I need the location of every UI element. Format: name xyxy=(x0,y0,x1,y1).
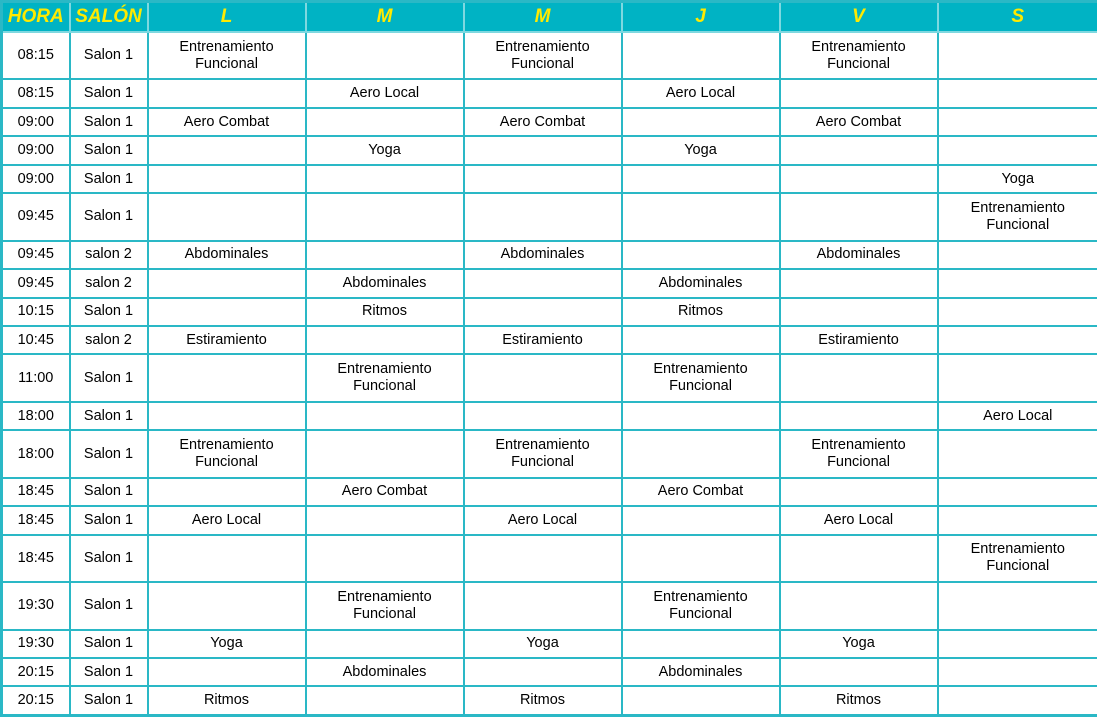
class-cell-l xyxy=(148,32,306,79)
class-cell-l xyxy=(148,298,306,326)
room-cell: Salon 1 xyxy=(70,193,148,240)
table-row xyxy=(2,430,1097,477)
class-cell-m1 xyxy=(306,630,464,658)
table-row xyxy=(2,193,1097,240)
class-cell-s xyxy=(938,193,1097,240)
room-cell: Salon 1 xyxy=(70,630,148,658)
class-name: Entrenamiento Funcional xyxy=(653,361,748,395)
class-cell-l xyxy=(148,165,306,193)
class-cell-v xyxy=(780,108,938,136)
time-cell: 18:45 xyxy=(2,535,70,582)
class-cell-j xyxy=(622,658,780,686)
class-cell-v xyxy=(780,136,938,164)
class-cell-j xyxy=(622,402,780,430)
class-name: Aero Local xyxy=(191,511,262,528)
time-cell: 09:45 xyxy=(2,269,70,297)
class-name: Estiramiento xyxy=(502,331,583,348)
class-cell-j xyxy=(622,108,780,136)
class-cell-v xyxy=(780,79,938,107)
table-row xyxy=(2,108,1097,136)
class-cell-j xyxy=(622,32,780,79)
table-row xyxy=(2,79,1097,107)
class-cell-l xyxy=(148,326,306,354)
schedule-header xyxy=(2,2,1097,33)
class-cell-m2 xyxy=(464,241,622,269)
class-cell-m2 xyxy=(464,269,622,297)
class-name: Entrenamiento Funcional xyxy=(653,588,748,622)
class-cell-v xyxy=(780,32,938,79)
class-cell-m1 xyxy=(306,298,464,326)
class-cell-v xyxy=(780,582,938,629)
table-row xyxy=(2,582,1097,629)
class-cell-l xyxy=(148,108,306,136)
class-cell-m1 xyxy=(306,506,464,534)
class-cell-v xyxy=(780,430,938,477)
class-cell-m2 xyxy=(464,430,622,477)
class-cell-l xyxy=(148,193,306,240)
table-row xyxy=(2,535,1097,582)
class-name: Entrenamiento Funcional xyxy=(970,199,1065,233)
class-cell-v xyxy=(780,193,938,240)
table-row xyxy=(2,241,1097,269)
class-cell-s xyxy=(938,402,1097,430)
class-name: Entrenamiento Funcional xyxy=(970,541,1065,575)
class-cell-m1 xyxy=(306,478,464,506)
room-cell: Salon 1 xyxy=(70,136,148,164)
class-name: Aero Combat xyxy=(341,483,428,500)
time-cell: 10:15 xyxy=(2,298,70,326)
class-name: Abdominales xyxy=(816,246,901,263)
class-cell-m1 xyxy=(306,354,464,401)
time-cell: 19:30 xyxy=(2,630,70,658)
class-cell-v xyxy=(780,241,938,269)
time-cell: 11:00 xyxy=(2,354,70,401)
class-cell-m1 xyxy=(306,269,464,297)
class-cell-v xyxy=(780,326,938,354)
class-cell-j xyxy=(622,165,780,193)
table-row xyxy=(2,354,1097,401)
class-cell-v xyxy=(780,269,938,297)
room-cell: Salon 1 xyxy=(70,32,148,79)
class-name: Aero Local xyxy=(507,511,578,528)
class-cell-s xyxy=(938,298,1097,326)
table-row xyxy=(2,630,1097,658)
class-name: Aero Local xyxy=(349,85,420,102)
table-row xyxy=(2,136,1097,164)
table-row xyxy=(2,478,1097,506)
class-cell-l xyxy=(148,630,306,658)
room-cell: Salon 1 xyxy=(70,478,148,506)
table-row xyxy=(2,326,1097,354)
class-cell-m1 xyxy=(306,582,464,629)
room-cell: Salon 1 xyxy=(70,165,148,193)
class-cell-j xyxy=(622,582,780,629)
room-cell: Salon 1 xyxy=(70,582,148,629)
class-name: Entrenamiento Funcional xyxy=(337,361,432,395)
class-cell-v xyxy=(780,535,938,582)
class-name: Abdominales xyxy=(342,274,427,291)
room-cell: Salon 1 xyxy=(70,658,148,686)
class-cell-m1 xyxy=(306,686,464,715)
class-name: Estiramiento xyxy=(818,331,899,348)
table-row xyxy=(2,269,1097,297)
class-name: Entrenamiento Funcional xyxy=(179,437,274,471)
class-name: Entrenamiento Funcional xyxy=(337,588,432,622)
class-cell-s xyxy=(938,354,1097,401)
class-cell-v xyxy=(780,478,938,506)
time-cell: 18:00 xyxy=(2,430,70,477)
class-cell-j xyxy=(622,630,780,658)
class-cell-s xyxy=(938,582,1097,629)
class-cell-m2 xyxy=(464,32,622,79)
class-name: Ritmos xyxy=(835,692,882,709)
time-cell: 20:15 xyxy=(2,686,70,715)
class-cell-m1 xyxy=(306,79,464,107)
header-hora: HORA xyxy=(2,2,70,33)
room-cell: Salon 1 xyxy=(70,108,148,136)
class-cell-l xyxy=(148,658,306,686)
class-name: Ritmos xyxy=(519,692,566,709)
time-cell: 09:00 xyxy=(2,136,70,164)
class-name: Abdominales xyxy=(658,663,743,680)
class-cell-j xyxy=(622,298,780,326)
class-name: Yoga xyxy=(1001,170,1035,187)
class-cell-l xyxy=(148,430,306,477)
class-cell-m1 xyxy=(306,535,464,582)
class-cell-l xyxy=(148,686,306,715)
time-cell: 09:00 xyxy=(2,108,70,136)
class-cell-v xyxy=(780,686,938,715)
table-row xyxy=(2,32,1097,79)
class-cell-m2 xyxy=(464,535,622,582)
class-cell-m1 xyxy=(306,658,464,686)
header-day-m2: M xyxy=(464,2,622,33)
room-cell: salon 2 xyxy=(70,269,148,297)
class-cell-m2 xyxy=(464,478,622,506)
time-cell: 18:45 xyxy=(2,506,70,534)
class-cell-l xyxy=(148,402,306,430)
class-cell-l xyxy=(148,535,306,582)
class-name: Aero Combat xyxy=(657,483,744,500)
class-cell-l xyxy=(148,241,306,269)
class-cell-l xyxy=(148,354,306,401)
room-cell: salon 2 xyxy=(70,241,148,269)
class-cell-v xyxy=(780,165,938,193)
header-day-s: S xyxy=(938,2,1097,33)
class-cell-s xyxy=(938,630,1097,658)
class-name: Yoga xyxy=(368,142,401,159)
class-cell-m2 xyxy=(464,165,622,193)
class-name: Aero Combat xyxy=(499,113,586,130)
class-name: Aero Local xyxy=(983,407,1053,424)
time-cell: 18:00 xyxy=(2,402,70,430)
room-cell: Salon 1 xyxy=(70,79,148,107)
header-salon: SALÓN xyxy=(70,2,148,33)
class-cell-j xyxy=(622,430,780,477)
class-cell-l xyxy=(148,79,306,107)
class-cell-j xyxy=(622,326,780,354)
time-cell: 19:30 xyxy=(2,582,70,629)
class-cell-j xyxy=(622,478,780,506)
class-cell-s xyxy=(938,108,1097,136)
room-cell: Salon 1 xyxy=(70,686,148,715)
class-cell-j xyxy=(622,241,780,269)
class-cell-m2 xyxy=(464,402,622,430)
room-cell: Salon 1 xyxy=(70,535,148,582)
class-cell-j xyxy=(622,354,780,401)
class-name: Abdominales xyxy=(184,246,269,263)
class-name: Yoga xyxy=(842,635,875,652)
class-cell-v xyxy=(780,402,938,430)
class-name: Abdominales xyxy=(500,246,585,263)
class-name: Entrenamiento Funcional xyxy=(495,38,590,72)
class-cell-s xyxy=(938,269,1097,297)
class-cell-s xyxy=(938,658,1097,686)
room-cell: Salon 1 xyxy=(70,298,148,326)
class-cell-j xyxy=(622,193,780,240)
time-cell: 09:45 xyxy=(2,193,70,240)
class-name: Yoga xyxy=(684,142,717,159)
header-day-l: L xyxy=(148,2,306,33)
class-cell-s xyxy=(938,79,1097,107)
class-cell-m2 xyxy=(464,658,622,686)
class-name: Abdominales xyxy=(658,274,743,291)
class-cell-m2 xyxy=(464,582,622,629)
class-cell-m1 xyxy=(306,32,464,79)
class-cell-m1 xyxy=(306,165,464,193)
table-row xyxy=(2,658,1097,686)
room-cell: Salon 1 xyxy=(70,402,148,430)
class-cell-l xyxy=(148,269,306,297)
time-cell: 09:00 xyxy=(2,165,70,193)
class-name: Aero Local xyxy=(665,85,736,102)
class-cell-s xyxy=(938,506,1097,534)
time-cell: 08:15 xyxy=(2,32,70,79)
class-cell-m2 xyxy=(464,136,622,164)
time-cell: 09:45 xyxy=(2,241,70,269)
class-cell-m2 xyxy=(464,193,622,240)
class-cell-s xyxy=(938,430,1097,477)
time-cell: 18:45 xyxy=(2,478,70,506)
class-cell-m2 xyxy=(464,630,622,658)
class-cell-j xyxy=(622,506,780,534)
class-cell-m1 xyxy=(306,241,464,269)
class-cell-m1 xyxy=(306,108,464,136)
class-cell-m1 xyxy=(306,402,464,430)
class-cell-m2 xyxy=(464,108,622,136)
class-cell-m1 xyxy=(306,326,464,354)
class-name: Aero Combat xyxy=(183,113,270,130)
time-cell: 20:15 xyxy=(2,658,70,686)
header-day-m1: M xyxy=(306,2,464,33)
class-name: Aero Local xyxy=(823,511,894,528)
class-name: Entrenamiento Funcional xyxy=(811,437,906,471)
header-row xyxy=(2,2,1097,33)
header-day-v: V xyxy=(780,2,938,33)
class-name: Aero Combat xyxy=(815,113,902,130)
class-name: Ritmos xyxy=(361,303,408,320)
table-row xyxy=(2,686,1097,715)
class-name: Entrenamiento Funcional xyxy=(811,38,906,72)
class-cell-s xyxy=(938,478,1097,506)
class-name: Yoga xyxy=(526,635,559,652)
class-name: Estiramiento xyxy=(186,331,267,348)
class-cell-m1 xyxy=(306,193,464,240)
time-cell: 08:15 xyxy=(2,79,70,107)
class-cell-j xyxy=(622,535,780,582)
class-cell-m2 xyxy=(464,506,622,534)
class-cell-m2 xyxy=(464,354,622,401)
room-cell: salon 2 xyxy=(70,326,148,354)
time-cell: 10:45 xyxy=(2,326,70,354)
class-cell-s xyxy=(938,32,1097,79)
class-name: Yoga xyxy=(210,635,243,652)
class-cell-v xyxy=(780,658,938,686)
class-cell-m1 xyxy=(306,430,464,477)
class-name: Entrenamiento Funcional xyxy=(495,437,590,471)
class-cell-j xyxy=(622,686,780,715)
class-cell-v xyxy=(780,630,938,658)
class-cell-l xyxy=(148,582,306,629)
class-cell-j xyxy=(622,136,780,164)
room-cell: Salon 1 xyxy=(70,430,148,477)
class-cell-v xyxy=(780,298,938,326)
table-row xyxy=(2,506,1097,534)
class-cell-v xyxy=(780,506,938,534)
class-name: Entrenamiento Funcional xyxy=(179,38,274,72)
class-cell-v xyxy=(780,354,938,401)
class-cell-l xyxy=(148,506,306,534)
class-cell-s xyxy=(938,241,1097,269)
class-cell-j xyxy=(622,269,780,297)
class-cell-m1 xyxy=(306,136,464,164)
table-row xyxy=(2,402,1097,430)
class-cell-s xyxy=(938,165,1097,193)
class-cell-m2 xyxy=(464,79,622,107)
class-cell-s xyxy=(938,136,1097,164)
schedule-body xyxy=(2,32,1097,716)
class-name: Abdominales xyxy=(342,663,427,680)
class-name: Ritmos xyxy=(677,303,724,320)
class-cell-s xyxy=(938,326,1097,354)
table-row xyxy=(2,165,1097,193)
class-cell-s xyxy=(938,535,1097,582)
room-cell: Salon 1 xyxy=(70,506,148,534)
class-cell-s xyxy=(938,686,1097,715)
room-cell: Salon 1 xyxy=(70,354,148,401)
header-day-j: J xyxy=(622,2,780,33)
class-cell-l xyxy=(148,136,306,164)
class-cell-j xyxy=(622,79,780,107)
class-cell-l xyxy=(148,478,306,506)
table-row xyxy=(2,298,1097,326)
class-cell-m2 xyxy=(464,298,622,326)
class-cell-m2 xyxy=(464,686,622,715)
class-name: Ritmos xyxy=(203,692,250,709)
class-cell-m2 xyxy=(464,326,622,354)
